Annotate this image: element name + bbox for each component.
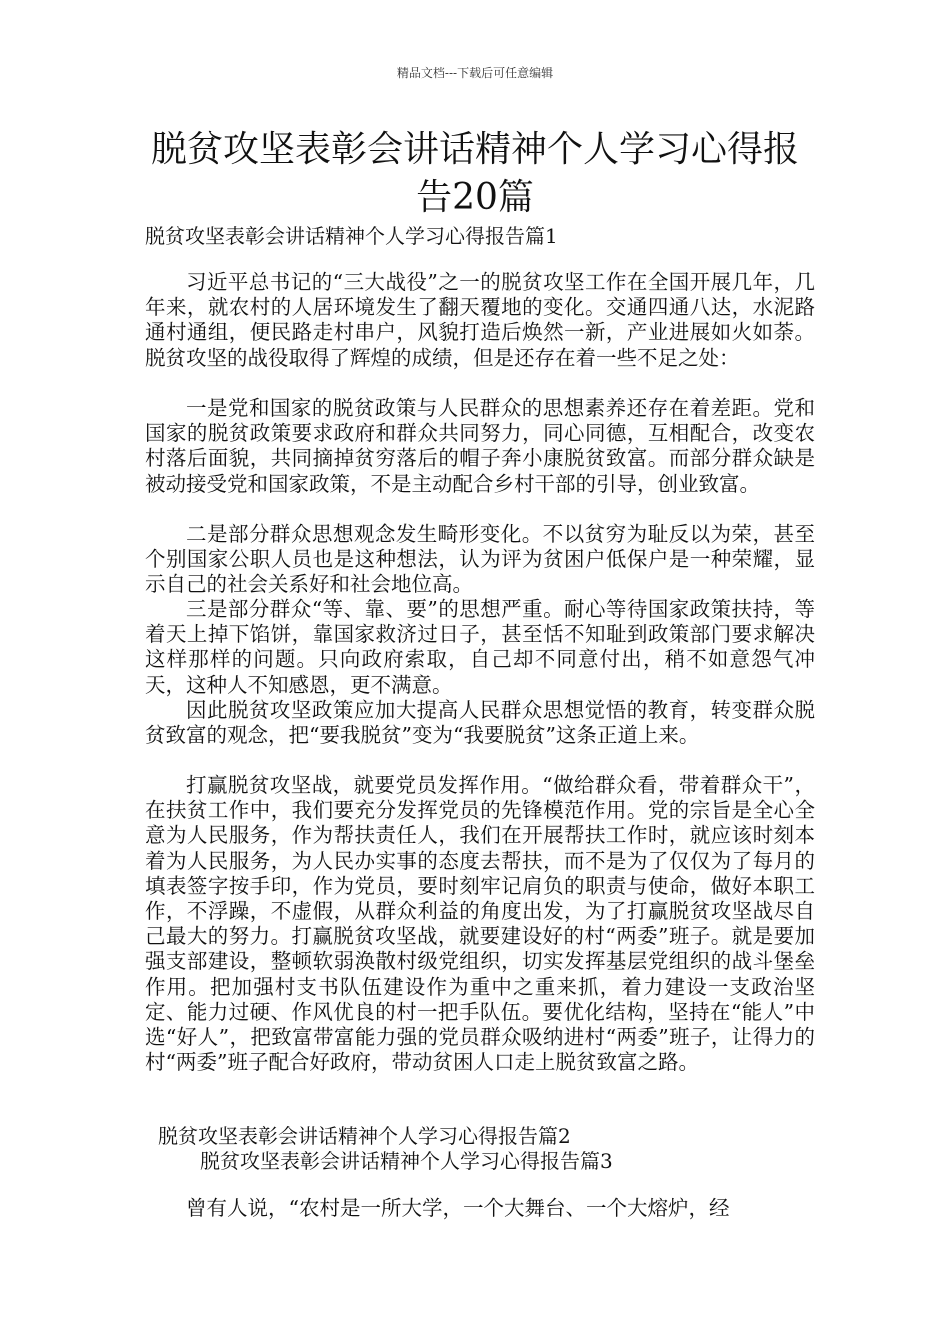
paragraph-6: 打赢脱贫攻坚战，就要党员发挥作用。“做给群众看，带着群众干”，在扶贫工作中，我们要充分发挥党员的先锋模范作用。党的宗旨是全心全意为人民服务，作为帮扶责任人，我们在开展帮扶工作时，就应该时刻本着为人民服务，为人民办实事的态度去帮扶，而不是为了仅仅为了每月的填表签字按手印，作为党员，要时刻牢记肩负的职责与使命，做好本职工作，不浮躁，不虚假，从群众利益的角度出发，为了打赢脱贫攻坚战尽自己最大的努力。打赢脱贫攻坚战，就要建设好的村“两委”班子。就是要加强支部建设，整顿软弱涣散村级党组织，切实发挥基层党组织的战斗堡垒作用。把加强村支书队伍建设作为重中之重来抓，着力建设一支政治坚定、能力过硬、作风优良的村一把手队伍。要优化结构，坚持在“能人”中选“好人”，把致富带富能力强的党员群众吸纳进村“两委”班子，让得力的村“两委”班子配合好政府，带动贫困人口走上脱贫致富之路。 <box>145 773 815 1075</box>
paragraph-3: 二是部分群众思想观念发生畸形变化。不以贫穷为耻反以为荣，甚至个别国家公职人员也是这种想法，认为评为贫困户低保户是一种荣耀，显示自己的社会关系好和社会地位高。 <box>145 522 815 597</box>
paragraph-4: 三是部分群众“等、靠、要”的思想严重。耐心等待国家政策扶持，等着天上掉下馅饼，靠国家救济过日子，甚至恬不知耻到政策部门要求解决这样那样的问题。只向政府索取，自己却不同意付出，稍不如意怨气冲天，这种人不知感恩，更不满意。 <box>145 597 815 697</box>
paragraph-5: 因此脱贫攻坚政策应加大提高人民群众思想觉悟的教育，转变群众脱贫致富的观念，把“要我脱贫”变为“我要脱贫”这条正道上来。 <box>145 698 815 748</box>
paragraph-1: 习近平总书记的“三大战役”之一的脱贫攻坚工作在全国开展几年，几年来，就农村的人居环境发生了翻天覆地的变化。交通四通八达，水泥路通村通组，便民路走村串户，风貌打造后焕然一新，产业进展如火如荼。脱贫攻坚的战役取得了辉煌的成绩，但是还存在着一些不足之处： <box>145 270 815 370</box>
header-note: 精品文档---下载后可任意编辑 <box>396 66 554 80</box>
section-1-heading: 脱贫攻坚表彰会讲话精神个人学习心得报告篇1 <box>145 224 558 248</box>
section-3-paragraph: 曾有人说，“农村是一所大学，一个大舞台、一个大熔炉，经 <box>186 1196 730 1220</box>
section-3-heading: 脱贫攻坚表彰会讲话精神个人学习心得报告篇3 <box>200 1149 613 1173</box>
section-2-heading: 脱贫攻坚表彰会讲话精神个人学习心得报告篇2 <box>158 1124 571 1148</box>
paragraph-2: 一是党和国家的脱贫政策与人民群众的思想素养还存在着差距。党和国家的脱贫政策要求政府和群众共同努力，同心同德，互相配合，改变农村落后面貌，共同摘掉贫穷落后的帽子奔小康脱贫致富。而部分群众缺是被动接受党和国家政策，不是主动配合乡村干部的引导，创业致富。 <box>145 396 815 496</box>
document-title: 脱贫攻坚表彰会讲话精神个人学习心得报告20篇 <box>150 129 799 218</box>
